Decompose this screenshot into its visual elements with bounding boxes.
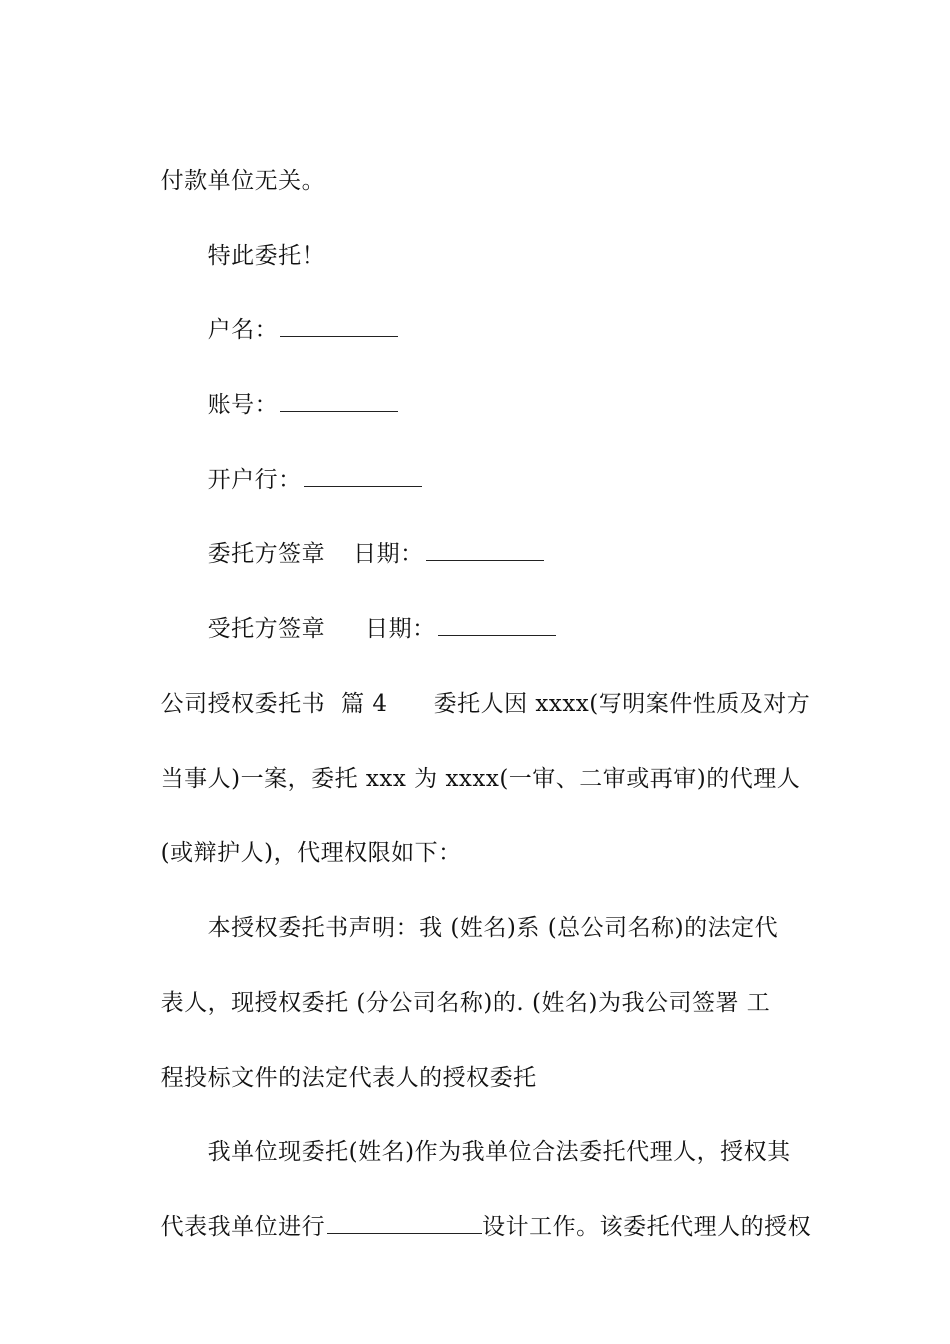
section-number: 篇 4 (341, 691, 388, 717)
paragraph-text: 我单位现委托(姓名)作为我单位合法委托代理人，授权其 (207, 1139, 791, 1165)
agent-date-blank (438, 615, 556, 636)
account-name-line (192, 285, 398, 345)
account-number-blank (280, 391, 398, 412)
bank-label: 开户行： (207, 467, 302, 493)
principal-sign-line (192, 509, 544, 569)
text-line-15 (145, 1182, 811, 1242)
paragraph-text: 设计工作。该委托代理人的授权 (482, 1214, 812, 1240)
paragraph-text: 特此委托！ (207, 243, 326, 269)
text-line-1 (145, 136, 325, 196)
account-number-label: 账号： (207, 392, 279, 418)
text-line-11 (192, 883, 778, 943)
paragraph-text: 付款单位无关。 (160, 168, 326, 194)
design-work-blank (327, 1213, 482, 1234)
text-line-13 (145, 1033, 537, 1093)
principal-date-label: 日期： (353, 541, 424, 567)
account-name-label: 户名： (207, 317, 279, 343)
paragraph-text: 代表我单位进行 (160, 1214, 326, 1240)
bank-line (192, 435, 422, 495)
section-title: 公司授权委托书 (160, 691, 326, 717)
account-name-blank (280, 316, 398, 337)
paragraph-text: 程投标文件的法定代表人的授权委托 (160, 1065, 537, 1091)
account-number-line (192, 360, 398, 420)
paragraph-text: 本授权委托书声明：我 (姓名)系 (总公司名称)的法定代 (207, 915, 779, 941)
paragraph-text: 表人，现授权委托 (分公司名称)的. (姓名)为我公司签署 工 (160, 990, 771, 1016)
bank-blank (304, 466, 422, 487)
section-heading-line (145, 659, 810, 719)
paragraph-text: 当事人)一案，委托 xxx 为 xxxx(一审、二审或再审)的代理人 (160, 766, 801, 792)
agent-sign-line (192, 584, 556, 644)
text-line-10 (145, 808, 462, 868)
agent-date-label: 日期： (365, 616, 436, 642)
principal-date-blank (426, 540, 544, 561)
principal-sign-label: 委托方签章 (207, 541, 326, 567)
text-line-14 (192, 1107, 791, 1167)
text-line-12 (145, 958, 770, 1018)
paragraph-text: (或辩护人)，代理权限如下： (160, 840, 462, 866)
text-line-2 (192, 211, 325, 271)
text-line-9 (145, 734, 800, 794)
agent-sign-label: 受托方签章 (207, 616, 326, 642)
paragraph-text: 委托人因 xxxx(写明案件性质及对方 (433, 691, 811, 717)
